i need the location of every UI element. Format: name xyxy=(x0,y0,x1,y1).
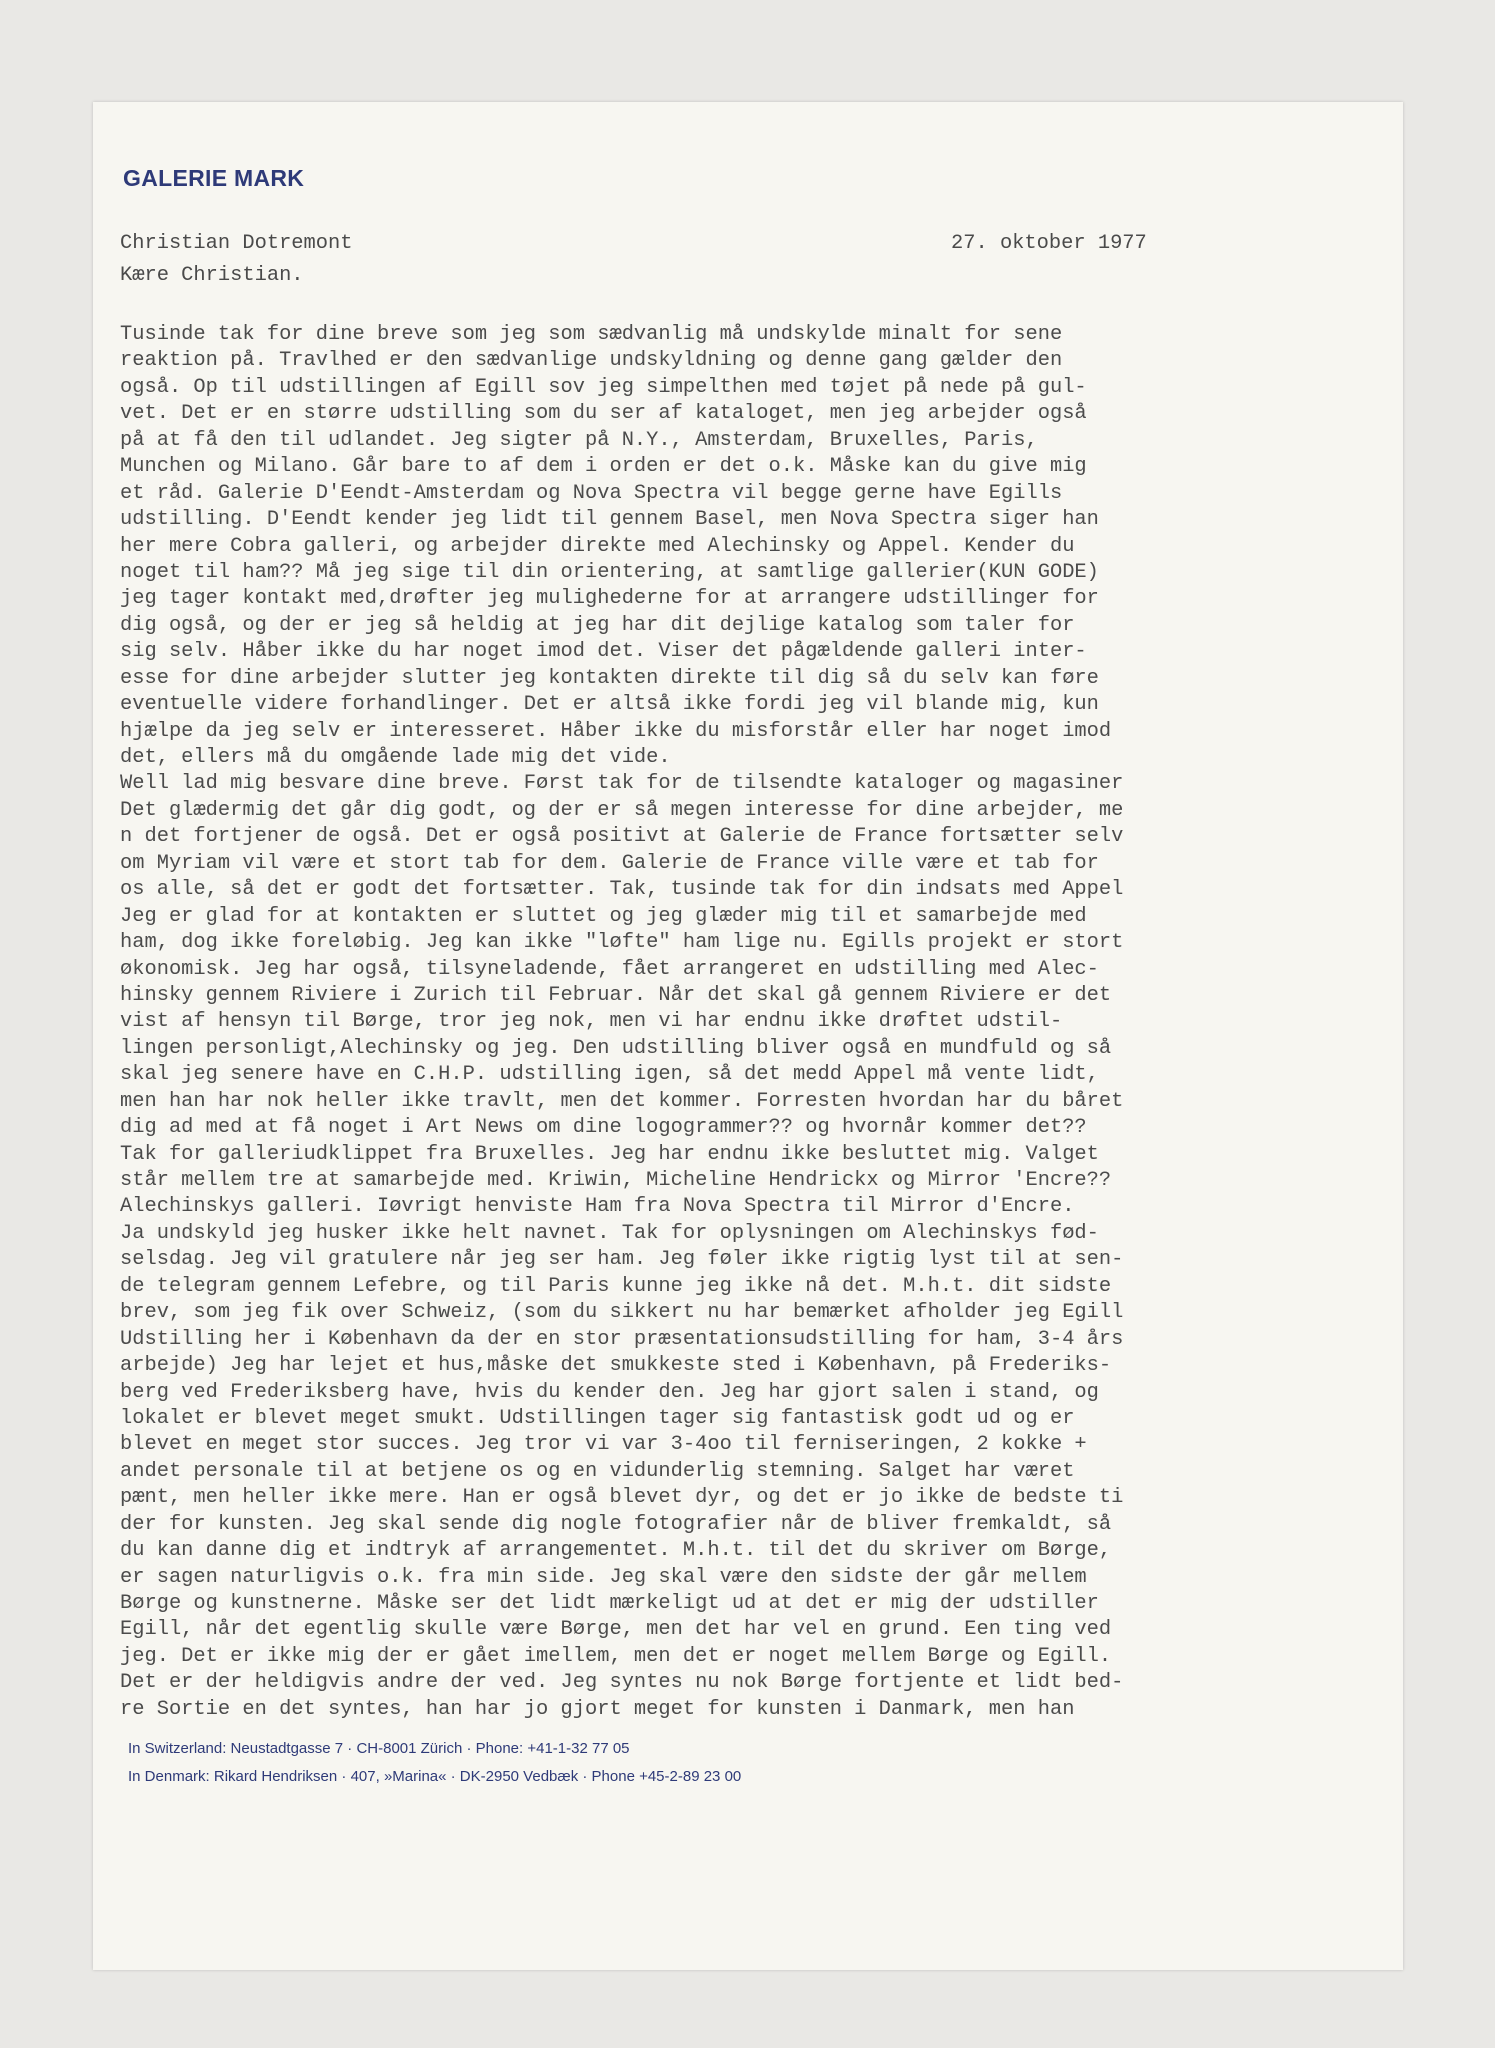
footer-address-switzerland: In Switzerland: Neustadtgasse 7 · CH-8001 Zürich · Phone: +41-1-32 77 05 xyxy=(128,1740,630,1757)
body-line: her mere Cobra galleri, og arbejder direkte med Alechinsky og Appel. Kender du xyxy=(120,534,1075,558)
body-line: noget til ham?? Må jeg sige til din orientering, at samtlige gallerier(KUN GODE) xyxy=(120,560,1099,584)
body-line: Alechinskys galleri. Iøvrigt henviste Ham fra Nova Spectra til Mirror d'Encre. xyxy=(120,1195,1075,1219)
body-line: berg ved Frederiksberg have, hvis du kender den. Jeg har gjort salen i stand, og xyxy=(120,1380,1099,1404)
body-line: Well lad mig besvare dine breve. Først tak for de tilsendte kataloger og magasiner xyxy=(120,772,1124,796)
body-line: pænt, men heller ikke mere. Han er også blevet dyr, og det er jo ikke de bedste ti xyxy=(120,1486,1124,1510)
body-line: Tak for galleriudklippet fra Bruxelles. Jeg har endnu ikke besluttet mig. Valget xyxy=(120,1142,1099,1166)
body-line: Egill, når det egentlig skulle være Børge, men det har vel en grund. Een ting ved xyxy=(120,1618,1112,1642)
body-line: på at få den til udlandet. Jeg sigter på N.Y., Amsterdam, Bruxelles, Paris, xyxy=(120,428,1038,452)
body-line: er sagen naturligvis o.k. fra min side. Jeg skal være den sidste der går mellem xyxy=(120,1565,1087,1589)
body-line: ham, dog ikke foreløbig. Jeg kan ikke "løfte" ham lige nu. Egills projekt er stort xyxy=(120,931,1124,955)
letter-body xyxy=(120,322,1270,1723)
body-line: Udstilling her i København da der en stor præsentationsudstilling for ham, 3-4 års xyxy=(120,1327,1124,1351)
body-line: Det er der heldigvis andre der ved. Jeg syntes nu nok Børge fortjente et lidt bed- xyxy=(120,1671,1124,1695)
body-line: arbejde) Jeg har lejet et hus,måske det smukkeste sted i København, på Frederiks- xyxy=(120,1354,1112,1378)
body-line: jeg tager kontakt med,drøfter jeg mulighederne for at arrangere udstillinger for xyxy=(120,587,1099,611)
body-line: Munchen og Milano. Går bare to af dem i orden er det o.k. Måske kan du give mig xyxy=(120,455,1087,479)
body-line: dig ad med at få noget i Art News om dine logogrammer?? og hvornår kommer det?? xyxy=(120,1116,1087,1140)
body-line: andet personale til at betjene os og en vidunderlig stemning. Salget har været xyxy=(120,1459,1075,1483)
body-line: der for kunsten. Jeg skal sende dig nogle fotografier når de bliver fremkaldt, så xyxy=(120,1512,1112,1536)
body-line: det, ellers må du omgående lade mig det vide. xyxy=(120,746,671,769)
salutation: Kære Christian. xyxy=(120,264,304,287)
body-line: lokalet er blevet meget smukt. Udstillingen tager sig fantastisk godt ud og er xyxy=(120,1406,1075,1430)
body-line: Det glædermig det går dig godt, og der er så megen interesse for dine arbejder, me xyxy=(120,798,1124,822)
body-line: re Sortie en det syntes, han har jo gjort meget for kunsten i Danmark, men han xyxy=(120,1697,1075,1721)
body-line: om Myriam vil være et stort tab for dem. Galerie de France ville være et tab for xyxy=(120,851,1099,875)
body-line: lingen personligt,Alechinsky og jeg. Den udstilling bliver også en mundfuld og så xyxy=(120,1036,1112,1060)
body-line: vist af hensyn til Børge, tror jeg nok, men vi har endnu ikke drøftet udstil- xyxy=(120,1010,1063,1034)
body-line: hjælpe da jeg selv er interesseret. Håber ikke du misforstår eller har noget imod xyxy=(120,719,1112,743)
body-line: esse for dine arbejder slutter jeg kontakten direkte til dig så du selv kan føre xyxy=(120,666,1099,690)
body-line: hinsky gennem Riviere i Zurich til Februar. Når det skal gå gennem Riviere er det xyxy=(120,983,1112,1007)
body-line: Tusinde tak for dine breve som jeg som sædvanlig må undskylde minalt for sene xyxy=(120,323,1063,346)
body-line: os alle, så det er godt det fortsætter. Tak, tusinde tak for din indsats med Appel xyxy=(120,878,1124,902)
body-line: eventuelle videre forhandlinger. Det er altså ikke fordi jeg vil blande mig, kun xyxy=(120,693,1099,717)
body-line: du kan danne dig et indtryk af arrangementet. M.h.t. til det du skriver om Børge, xyxy=(120,1539,1112,1563)
body-line: selsdag. Jeg vil gratulere når jeg ser ham. Jeg føler ikke rigtig lyst til at sen- xyxy=(120,1248,1124,1272)
body-line: dig også, og der er jeg så heldig at jeg har dit dejlige katalog som taler for xyxy=(120,613,1075,637)
body-line: brev, som jeg fik over Schweiz, (som du sikkert nu har bemærket afholder jeg Egill xyxy=(120,1301,1124,1325)
body-line: men han har nok heller ikke travlt, men det kommer. Forresten hvordan har du båret xyxy=(120,1089,1124,1113)
sender-name: Christian Dotremont xyxy=(120,232,353,255)
body-line: blevet en meget stor succes. Jeg tror vi var 3-4oo til ferniseringen, 2 kokke + xyxy=(120,1433,1087,1457)
body-line: økonomisk. Jeg har også, tilsyneladende, fået arrangeret en udstilling med Alec- xyxy=(120,957,1099,981)
body-line: jeg. Det er ikke mig der er gået imellem, men det er noget mellem Børge og Egill. xyxy=(120,1644,1112,1668)
body-line: Ja undskyld jeg husker ikke helt navnet. Tak for oplysningen om Alechinskys fød- xyxy=(120,1221,1099,1245)
body-line: reaktion på. Travlhed er den sædvanlige undskyldning og denne gang gælder den xyxy=(120,349,1063,373)
body-line: også. Op til udstillingen af Egill sov jeg simpelthen med tøjet på nede på gul- xyxy=(120,375,1087,399)
body-line: Jeg er glad for at kontakten er sluttet og jeg glæder mig til et samarbejde med xyxy=(120,904,1087,928)
body-line: de telegram gennem Lefebre, og til Paris kunne jeg ikke nå det. M.h.t. dit sidste xyxy=(120,1274,1112,1298)
body-line: n det fortjener de også. Det er også positivt at Galerie de France fortsætter selv xyxy=(120,825,1124,849)
body-line: Børge og kunstnerne. Måske ser det lidt mærkeligt ud at det er mig der udstiller xyxy=(120,1592,1099,1615)
body-line: et råd. Galerie D'Eendt-Amsterdam og Nova Spectra vil begge gerne have Egills xyxy=(120,481,1063,505)
body-line: står mellem tre at samarbejde med. Kriwin, Micheline Hendrickx og Mirror 'Encre?? xyxy=(120,1169,1112,1192)
body-line: vet. Det er en større udstilling som du ser af kataloget, men jeg arbejder også xyxy=(120,402,1087,426)
body-line: sig selv. Håber ikke du har noget imod det. Viser det pågældende galleri inter- xyxy=(120,640,1087,664)
letter-date: 27. oktober 1977 xyxy=(951,232,1147,255)
letterhead: GALERIE MARK xyxy=(123,165,305,191)
body-line: udstilling. D'Eendt kender jeg lidt til gennem Basel, men Nova Spectra siger han xyxy=(120,508,1099,532)
footer-address-denmark: In Denmark: Rikard Hendriksen · 407, »Marina« · DK-2950 Vedbæk · Phone +45-2-89 23 00 xyxy=(128,1768,742,1785)
body-line: skal jeg senere have en C.H.P. udstilling igen, så det medd Appel må vente lidt, xyxy=(120,1063,1099,1087)
